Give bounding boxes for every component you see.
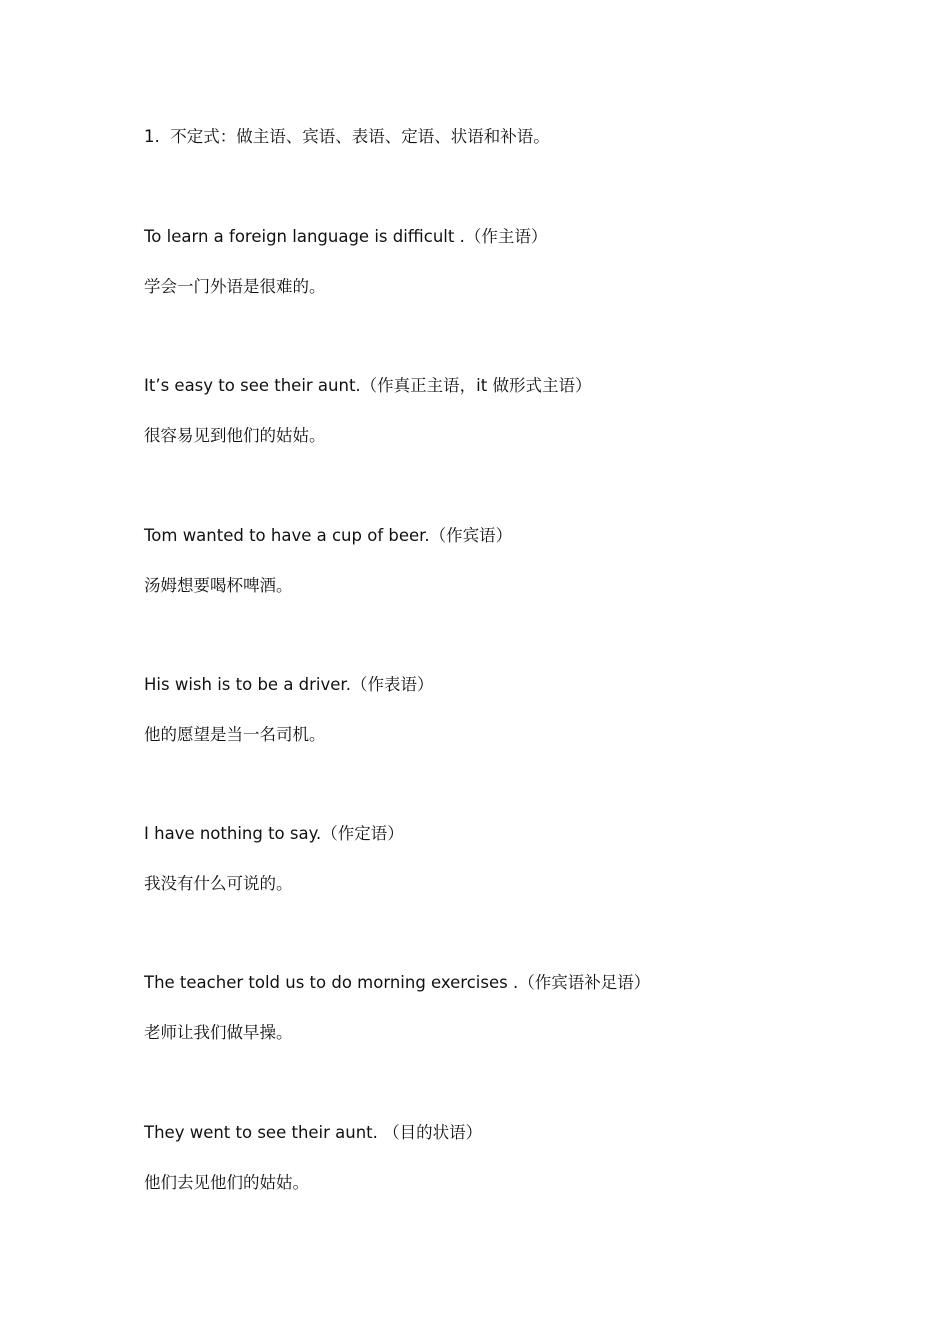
example-sentence-chinese: 学会一门外语是很难的。	[144, 277, 326, 296]
example-sentence-english: Tom wanted to have a cup of beer.（作宾语）	[144, 526, 513, 545]
section-heading: 1. 不定式：做主语、宾语、表语、定语、状语和补语。	[144, 127, 550, 146]
example-sentence-english: It’s easy to see their aunt.（作真正主语，it 做形式主语）	[144, 376, 592, 395]
example-sentence-english: They went to see their aunt. （目的状语）	[144, 1123, 483, 1142]
example-sentence-english: To learn a foreign language is difficult .（作主语）	[144, 227, 548, 246]
example-sentence-chinese: 老师让我们做早操。	[144, 1023, 293, 1042]
example-sentence-english: His wish is to be a driver.（作表语）	[144, 675, 434, 694]
example-sentence-chinese: 他的愿望是当一名司机。	[144, 725, 326, 744]
example-sentence-chinese: 我没有什么可说的。	[144, 874, 293, 893]
example-sentence-english: I have nothing to say.（作定语）	[144, 824, 404, 843]
example-sentence-english: The teacher told us to do morning exercises .（作宾语补足语）	[144, 973, 651, 992]
example-sentence-chinese: 汤姆想要喝杯啤酒。	[144, 576, 293, 595]
example-sentence-chinese: 他们去见他们的姑姑。	[144, 1173, 309, 1192]
example-sentence-chinese: 很容易见到他们的姑姑。	[144, 426, 326, 445]
